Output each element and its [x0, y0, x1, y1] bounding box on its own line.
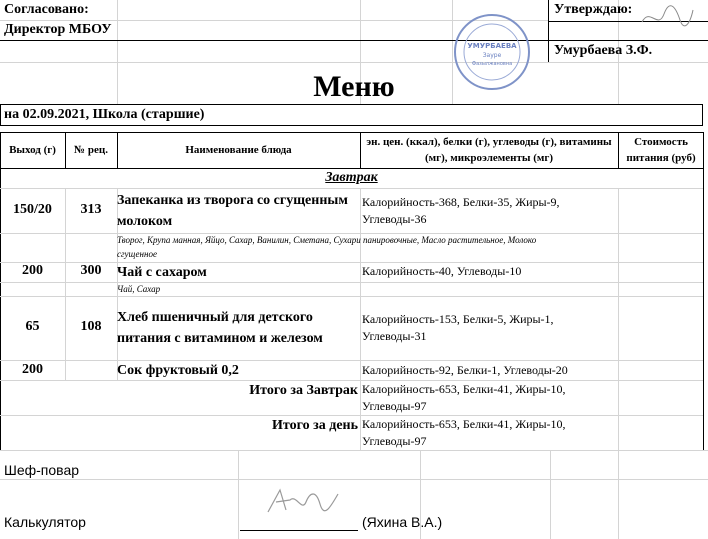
col-divider: [360, 132, 361, 168]
item-nutrition: Калорийность-153, Белки-5, Жиры-1, Углеводы-31: [362, 312, 554, 343]
col-header-nutrition: эн. цен. (ккал), белки (г), углеводы (г), витамины (мг), микроэлементы (мг): [366, 136, 612, 164]
total-day-label: Итого за день: [272, 418, 358, 433]
col-header-recipe: № рец.: [74, 144, 108, 156]
total-day-nutrition: Калорийность-653, Белки-41, Жиры-10, Углеводы-97: [362, 417, 566, 448]
calculator-label: Калькулятор: [4, 514, 86, 530]
grid-line: [360, 188, 361, 450]
item-name: Хлеб пшеничный для детского питания с витамином и железом: [117, 310, 323, 346]
total-breakfast-nutrition: Калорийность-653, Белки-41, Жиры-10, Углеводы-97: [362, 382, 566, 413]
item-nutrition: Калорийность-368, Белки-35, Жиры-9, Углеводы-36: [362, 195, 560, 226]
item-recipe: 313: [80, 202, 102, 217]
page-title: Меню: [313, 70, 395, 103]
table-header-border: [0, 168, 703, 169]
item-yield: 200: [22, 263, 43, 278]
director-label: Директор МБОУ: [4, 22, 112, 37]
item-yield: 65: [25, 319, 40, 334]
table-top-border: [0, 132, 703, 133]
approver-underline-top: [548, 40, 708, 41]
approver-name: Умурбаева З.Ф.: [554, 43, 653, 58]
chef-label: Шеф-повар: [4, 462, 80, 478]
signature-line: [240, 530, 358, 531]
item-yield: 200: [22, 362, 43, 377]
agreed-label: Согласовано:: [4, 2, 89, 17]
grid-line: [0, 450, 708, 451]
grid-line: [238, 450, 239, 539]
svg-text:УМУРБАЕВА: УМУРБАЕВА: [467, 42, 517, 50]
item-name: Запеканка из творога со сгущенным молоком: [117, 193, 348, 229]
meal-title: Завтрак: [325, 170, 378, 185]
grid-line: [618, 188, 619, 450]
col-header-yield: Выход (г): [9, 144, 56, 156]
calculator-signature: [262, 482, 342, 522]
col-header-dish: Наименование блюда: [185, 144, 292, 156]
total-breakfast-label: Итого за Завтрак: [249, 383, 358, 398]
grid-line: [0, 188, 703, 189]
date-line: на 02.09.2021, Школа (старшие): [4, 107, 205, 122]
calculator-name: (Яхина В.А.): [362, 514, 443, 530]
grid-line: [0, 296, 703, 297]
grid-line: [0, 479, 708, 480]
item-recipe: 108: [80, 319, 102, 334]
item-name: Чай с сахаром: [117, 265, 207, 280]
col-divider: [618, 132, 619, 168]
item-nutrition: Калорийность-92, Белки-1, Углеводы-20: [362, 363, 568, 377]
grid-line: [550, 450, 551, 539]
item-ingredients: Творог, Крупа манная, Яйцо, Сахар, Ванилин, Сметана, Сухари панировочные, Масло растительное, Молоко сгущенное: [117, 235, 537, 259]
table-right-border: [703, 132, 704, 450]
grid-line: [0, 62, 708, 63]
approve-border: [548, 0, 549, 62]
col-header-cost: Стоимость питания (руб): [626, 136, 696, 164]
svg-text:Зауре: Зауре: [482, 52, 502, 59]
approver-signature: [640, 2, 695, 32]
grid-line: [618, 450, 619, 539]
item-yield: 150/20: [13, 202, 52, 217]
item-recipe: 300: [80, 263, 102, 278]
item-nutrition: Калорийность-40, Углеводы-10: [362, 264, 522, 278]
svg-text:Фазылжановна: Фазылжановна: [471, 61, 513, 67]
item-ingredients: Чай, Сахар: [117, 284, 161, 294]
item-name: Сок фруктовый 0,2: [117, 363, 239, 378]
approve-label: Утверждаю:: [554, 2, 633, 17]
